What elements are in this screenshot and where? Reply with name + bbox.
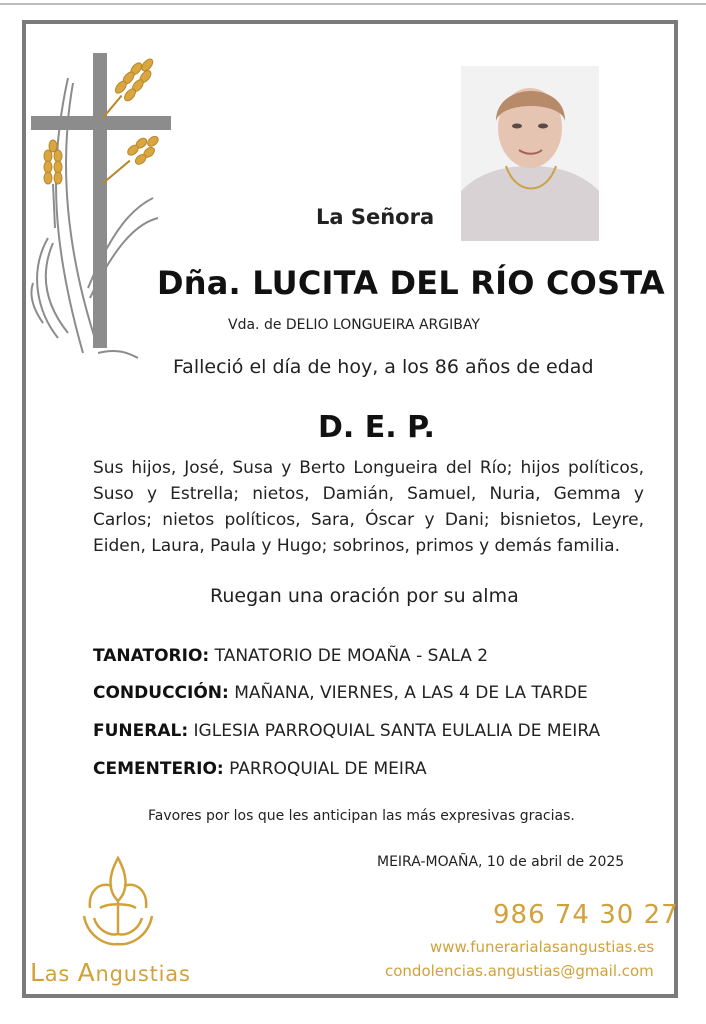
detail-cementerio bbox=[93, 759, 427, 779]
brand-initial: L bbox=[30, 958, 45, 987]
detail-label: FUNERAL: bbox=[93, 721, 189, 741]
dep-heading: D. E. P. bbox=[318, 410, 435, 445]
detail-label: TANATORIO: bbox=[93, 646, 210, 666]
cross-with-wheat-icon bbox=[28, 48, 173, 368]
contact-phone[interactable]: 986 74 30 27 bbox=[493, 900, 679, 930]
thanks-line: Favores por los que les anticipan las más expresivas gracias. bbox=[148, 808, 575, 824]
contact-email[interactable]: condolencias.angustias@gmail.com bbox=[385, 962, 654, 980]
detail-value: PARROQUIAL DE MEIRA bbox=[229, 759, 427, 779]
brand-text: ngustias bbox=[95, 962, 191, 986]
place-date: MEIRA-MOAÑA, 10 de abril de 2025 bbox=[377, 854, 625, 870]
top-divider bbox=[0, 3, 706, 5]
las-angustias-logo-icon bbox=[80, 856, 156, 946]
prayer-line: Ruegan una oración por su alma bbox=[210, 585, 519, 607]
brand-initial: A bbox=[77, 958, 96, 987]
death-line: Falleció el día de hoy, a los 86 años de edad bbox=[173, 356, 594, 378]
portrait-photo bbox=[461, 66, 599, 241]
widow-of: Vda. de DELIO LONGUEIRA ARGIBAY bbox=[228, 317, 480, 333]
contact-website[interactable]: www.funerarialasangustias.es bbox=[430, 938, 655, 956]
title-prefix: La Señora bbox=[316, 205, 435, 229]
detail-value: MAÑANA, VIERNES, A LAS 4 DE LA TARDE bbox=[234, 683, 588, 703]
detail-label: CEMENTERIO: bbox=[93, 759, 224, 779]
brand-text: as bbox=[44, 962, 78, 986]
detail-label: CONDUCCIÓN: bbox=[93, 683, 229, 703]
detail-conduccion bbox=[93, 683, 588, 703]
brand-name bbox=[30, 958, 191, 987]
detail-value: IGLESIA PARROQUIAL SANTA EULALIA DE MEIRA bbox=[193, 721, 601, 741]
family-paragraph: Sus hijos, José, Susa y Berto Longueira del Río; hijos políticos, Suso y Estrella; nietos, Damián, Samuel, Nuria, Gemma y Carlos; nietos políticos, Sara, Óscar y Dani; bisnietos, Leyre, Eiden, Laura, Paula y Hugo; sobrinos, primos y demás familia. bbox=[93, 458, 644, 556]
detail-tanatorio bbox=[93, 646, 488, 666]
deceased-name: Dña. LUCITA DEL RÍO COSTA bbox=[157, 264, 665, 302]
detail-funeral bbox=[93, 721, 600, 741]
detail-value: TANATORIO DE MOAÑA - SALA 2 bbox=[214, 646, 489, 666]
